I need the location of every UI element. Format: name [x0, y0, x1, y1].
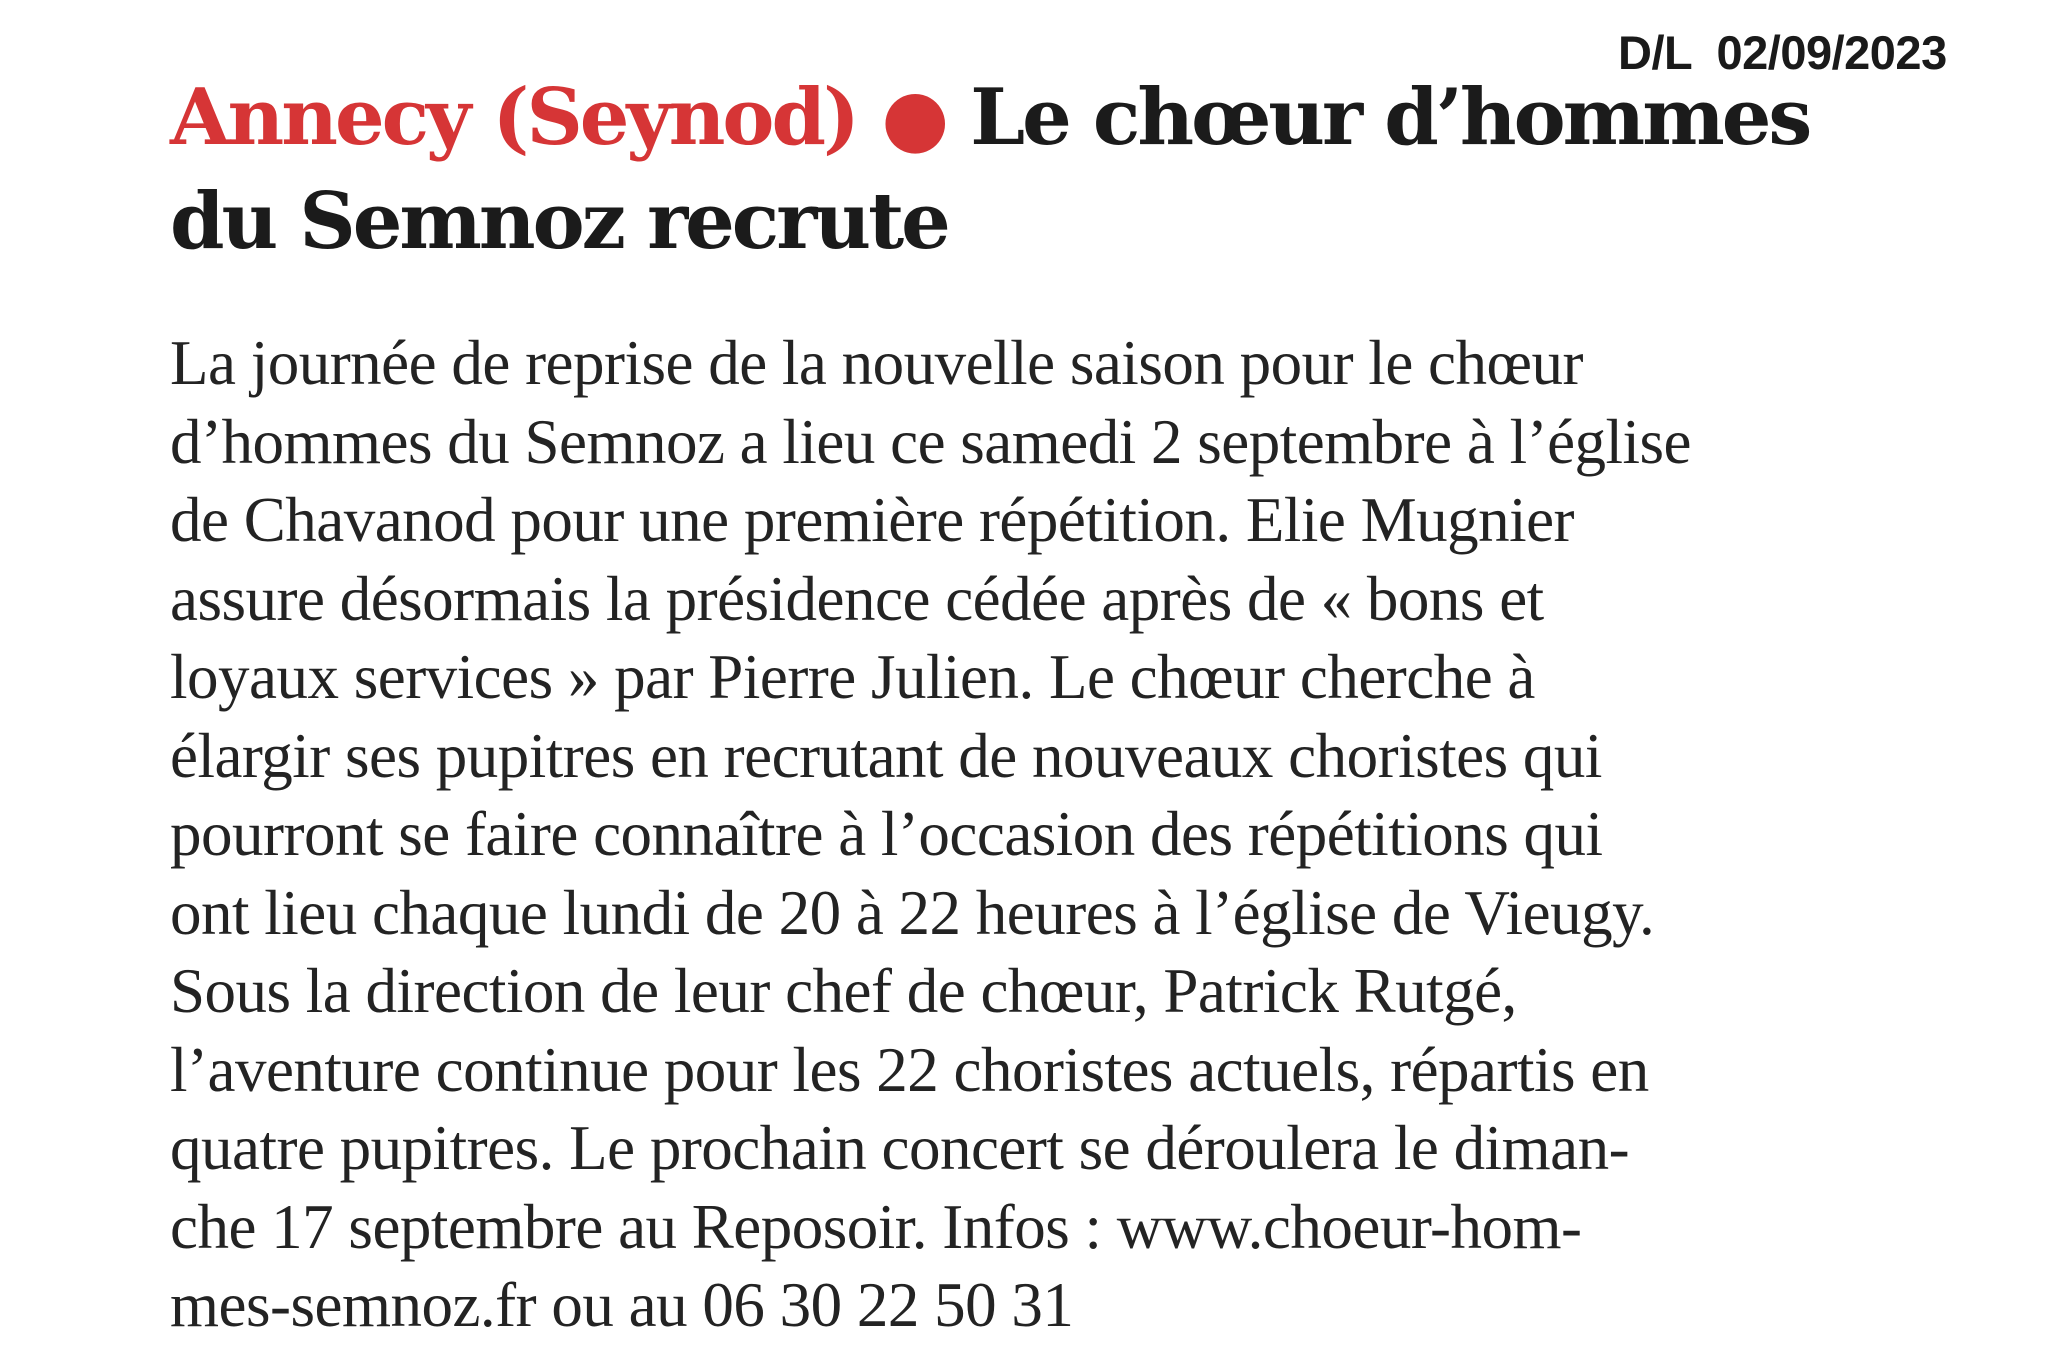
body-line: loyaux services » par Pierre Julien. Le chœur cherche à	[170, 642, 1535, 712]
body-line: de Chavanod pour une première répétition. Elie Mugnier	[170, 485, 1575, 555]
article-body	[170, 324, 1930, 1345]
body-line: assure désormais la présidence cédée après de « bons et	[170, 563, 1544, 634]
body-line: mes-semnoz.fr ou au 06 30 22 50 31	[170, 1270, 1074, 1340]
body-line: l’aventure continue pour les 22 choristes actuels, répartis en	[170, 1034, 1649, 1105]
source-date: D/L 02/09/2023	[1618, 26, 1947, 79]
body-line: Sous la direction de leur chef de chœur, Patrick Rutgé,	[170, 956, 1517, 1026]
body-line: che 17 septembre au Reposoir. Infos : www.choeur-hom-	[170, 1191, 1582, 1262]
headline-title: Le chœur d’hommes du Semnoz recrute	[170, 72, 1810, 267]
body-line: d’hommes du Semnoz a lieu ce samedi 2 septembre à l’église	[170, 406, 1692, 477]
headline	[170, 66, 1910, 274]
body-line: élargir ses pupitres en recrutant de nouveaux choristes qui	[170, 720, 1602, 791]
body-line: ont lieu chaque lundi de 20 à 22 heures à l’église de Vieugy.	[170, 877, 1655, 948]
bullet-icon: ●	[881, 72, 947, 163]
body-line: quatre pupitres. Le prochain concert se déroulera le diman-	[170, 1113, 1630, 1183]
headline-location: Annecy (Seynod)	[170, 72, 857, 163]
body-line: pourront se faire connaître à l’occasion des répétitions qui	[170, 799, 1603, 869]
body-line: La journée de reprise de la nouvelle saison pour le chœur	[170, 328, 1583, 398]
